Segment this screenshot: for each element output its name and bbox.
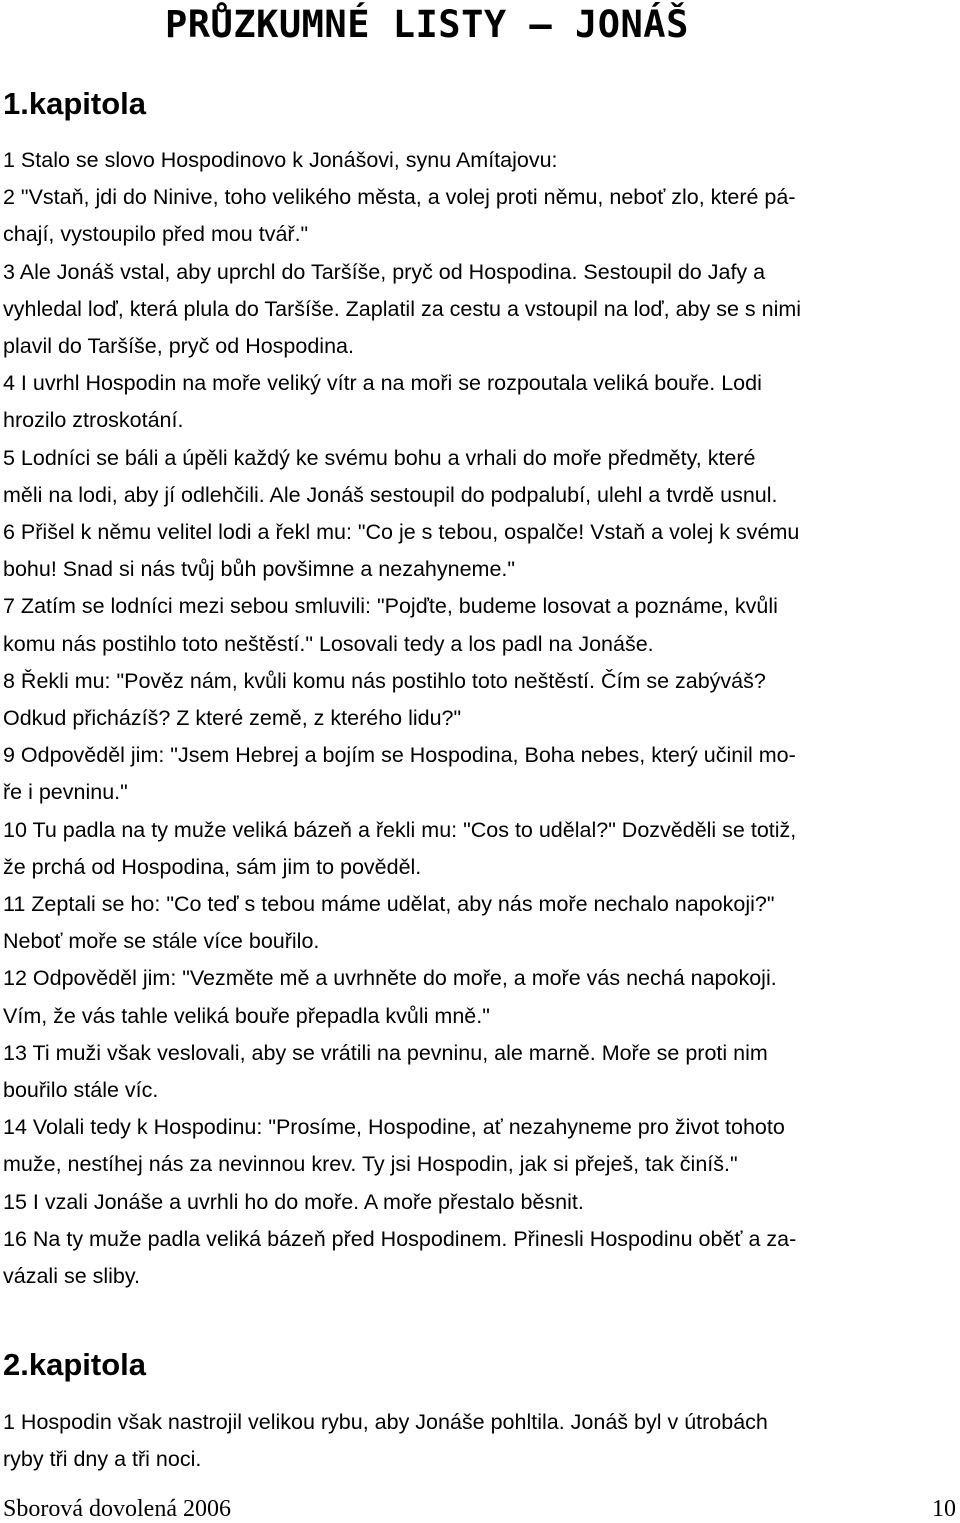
verse-line: Neboť moře se stále více bouřilo. <box>3 929 320 954</box>
verse-line: komu nás postihlo toto neštěstí." Losovali tedy a los padl na Jonáše. <box>3 631 654 656</box>
footer-page-number: 10 <box>932 1496 956 1522</box>
verse <box>3 440 958 514</box>
footer-event-name: Sborová dovolená 2006 <box>3 1496 231 1522</box>
verse-line: ryby tři dny a tři noci. <box>3 1447 202 1472</box>
verse <box>3 179 958 253</box>
verse-line: 7 Zatím se lodníci mezi sebou smluvili: "Pojďte, budeme losovat a poznáme, kvůli <box>3 594 778 619</box>
verse <box>3 1404 958 1478</box>
verse <box>3 1035 958 1109</box>
chapter-1-verses <box>3 142 958 1295</box>
verse-line: vázali se sliby. <box>3 1264 141 1289</box>
verse-line: 6 Přišel k němu velitel lodi a řekl mu: "Co je s tebou, ospalče! Vstaň a volej k svému <box>3 520 800 545</box>
verse-line: měli na lodi, aby jí odlehčili. Ale Jonáš sestoupil do podpalubí, ulehl a tvrdě usnul. <box>3 482 778 507</box>
verse-line: vyhledal loď, která plula do Taršíše. Zaplatil za cestu a vstoupil na loď, aby se s nimi <box>3 296 802 321</box>
verse-line: 11 Zeptali se ho: "Co teď s tebou máme udělat, aby nás moře nechalo napokoji?" <box>3 892 775 917</box>
verse-line: 3 Ale Jonáš vstal, aby uprchl do Taršíše, pryč od Hospodina. Sestoupil do Jafy a <box>3 259 766 284</box>
verse <box>3 960 958 1034</box>
verse <box>3 812 958 886</box>
verse <box>3 1109 958 1183</box>
verse-line: chají, vystoupilo před mou tvář." <box>3 222 309 247</box>
verse <box>3 737 958 811</box>
verse-line: bohu! Snad si nás tvůj bůh povšimne a nezahyneme." <box>3 557 516 582</box>
verse <box>3 663 958 737</box>
verse <box>3 514 958 588</box>
verse <box>3 1184 958 1221</box>
chapter-2-heading: 2.kapitola <box>3 1347 146 1382</box>
verse <box>3 588 958 662</box>
verse-line: 16 Na ty muže padla veliká bázeň před Hospodinem. Přinesli Hospodinu oběť a za- <box>3 1226 797 1251</box>
verse <box>3 886 958 960</box>
verse-line: bouřilo stále víc. <box>3 1078 159 1103</box>
verse-line: hrozilo ztroskotání. <box>3 408 184 433</box>
verse-line: 15 I vzali Jonáše a uvrhli ho do moře. A moře přestalo běsnit. <box>3 1189 584 1214</box>
verse-line: 13 Ti muži však veslovali, aby se vrátili na pevninu, ale marně. Moře se proti nim <box>3 1040 768 1065</box>
verse <box>3 1221 958 1295</box>
verse-line: 1 Hospodin však nastrojil velikou rybu, aby Jonáše pohltila. Jonáš byl v útrobách <box>3 1410 768 1434</box>
chapter-1-heading: 1.kapitola <box>3 86 146 121</box>
document-title: PRŮZKUMNÉ LISTY — JONÁŠ <box>165 3 689 46</box>
verse-line: 2 "Vstaň, jdi do Ninive, toho velikého města, a volej proti němu, neboť zlo, které pá- <box>3 185 796 210</box>
verse-line: 9 Odpověděl jim: "Jsem Hebrej a bojím se Hospodina, Boha nebes, který učinil mo- <box>3 743 796 768</box>
verse-line: 10 Tu padla na ty muže veliká bázeň a řekli mu: "Cos to udělal?" Dozvěděli se totiž, <box>3 817 797 842</box>
verse <box>3 142 958 179</box>
verse-line: 4 I uvrhl Hospodin na moře veliký vítr a na moři se rozpoutala veliká bouře. Lodi <box>3 371 762 396</box>
verse-line: muže, nestíhej nás za nevinnou krev. Ty jsi Hospodin, jak si přeješ, tak činíš." <box>3 1152 738 1177</box>
verse-line: 5 Lodníci se báli a úpěli každý ke svému bohu a vrhali do moře předměty, které <box>3 445 756 470</box>
verse-line: 12 Odpověděl jim: "Vezměte mě a uvrhněte do moře, a moře vás nechá napokoji. <box>3 966 777 991</box>
verse-line: Vím, že vás tahle veliká bouře přepadla kvůli mně." <box>3 1003 490 1028</box>
verse-line: Odkud přicházíš? Z které země, z kterého lidu?" <box>3 706 462 731</box>
verse-line: 14 Volali tedy k Hospodinu: "Prosíme, Hospodine, ať nezahyneme pro život tohoto <box>3 1115 785 1140</box>
verse <box>3 365 958 439</box>
chapter-2-verses <box>3 1404 958 1478</box>
verse-line: že prchá od Hospodina, sám jim to pověděl. <box>3 854 422 879</box>
verse-line: 8 Řekli mu: "Pověz nám, kvůli komu nás postihlo toto neštěstí. Čím se zabýváš? <box>3 668 766 693</box>
verse-line: ře i pevninu." <box>3 780 128 805</box>
verse-line: plavil do Taršíše, pryč od Hospodina. <box>3 334 354 359</box>
verse <box>3 254 958 366</box>
verse-line: 1 Stalo se slovo Hospodinovo k Jonášovi, synu Amítajovu: <box>3 148 558 172</box>
